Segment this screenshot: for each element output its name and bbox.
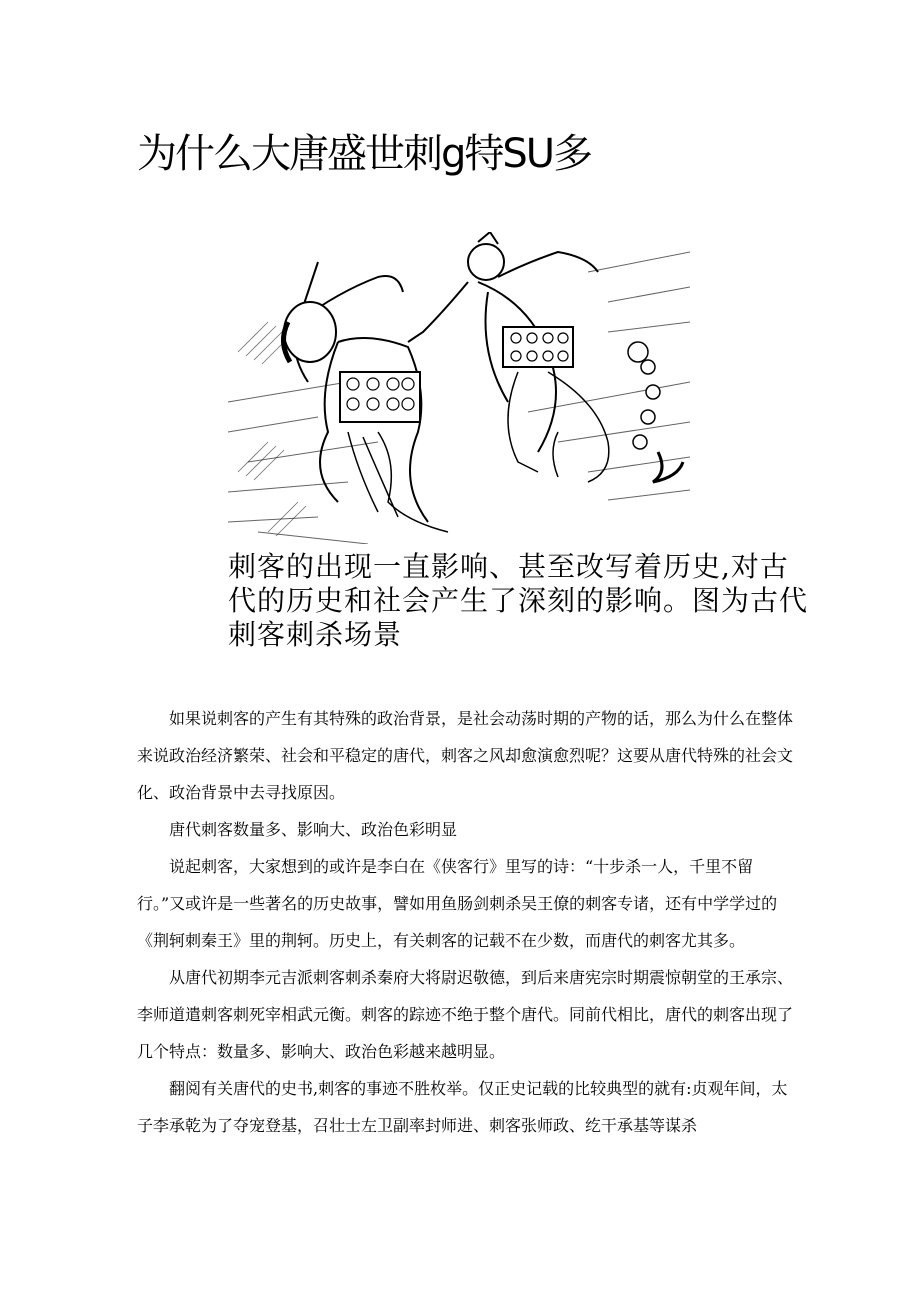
caption-line: 刺客刺杀场景: [228, 618, 403, 651]
caption-line: 代的历史和社会产生了深刻的影响。图为古代: [228, 584, 809, 617]
paragraph: 从唐代初期李元吉派刺客刺杀秦府大将尉迟敬德，到后来唐宪宗时期震惊朝堂的王承宗、李师道遣刺客刺死宰相武元衡。刺客的踪迹不绝于整个唐代。同前代相比，唐代的刺客出现了几个特点：数量多、影响大、政治色彩越来越明显。: [137, 968, 794, 1061]
paragraph: 翻阅有关唐代的史书,刺客的事迹不胜枚举。仅正史记载的比较典型的就有:贞观年间，太子李承乾为了夺宠登基，召壮士左卫副率封师进、刺客张师政、纥干承基等谋杀: [137, 1079, 788, 1135]
paragraph: 说起刺客，大家想到的或许是李白在《侠客行》里写的诗：“十步杀一人，千里不留行。”又或许是一些著名的历史故事，譬如用鱼肠剑刺杀吴王僚的刺客专诸，还有中学学过的《荆轲刺秦王》里的荆轲。历史上，有关刺客的记载不在少数，而唐代的刺客尤其多。: [137, 857, 778, 950]
caption-line: 刺客的出现一直影响、甚至改写着历史,对古: [228, 550, 789, 583]
image-caption: [228, 550, 809, 652]
paragraph: 如果说刺客的产生有其特殊的政治背景，是社会动荡时期的产物的话，那么为什么在整体来说政治经济繁荣、社会和平稳定的唐代，刺客之风却愈演愈烈呢？这要从唐代特殊的社会文化、政治背景中去寻找原因。: [137, 709, 794, 802]
article-body: [137, 700, 797, 1144]
page-title: 为什么大唐盛世刺g特SU多: [137, 131, 592, 177]
section-heading: 唐代刺客数量多、影响大、政治色彩明显: [169, 820, 458, 839]
assassination-scene-illustration: [228, 232, 690, 544]
